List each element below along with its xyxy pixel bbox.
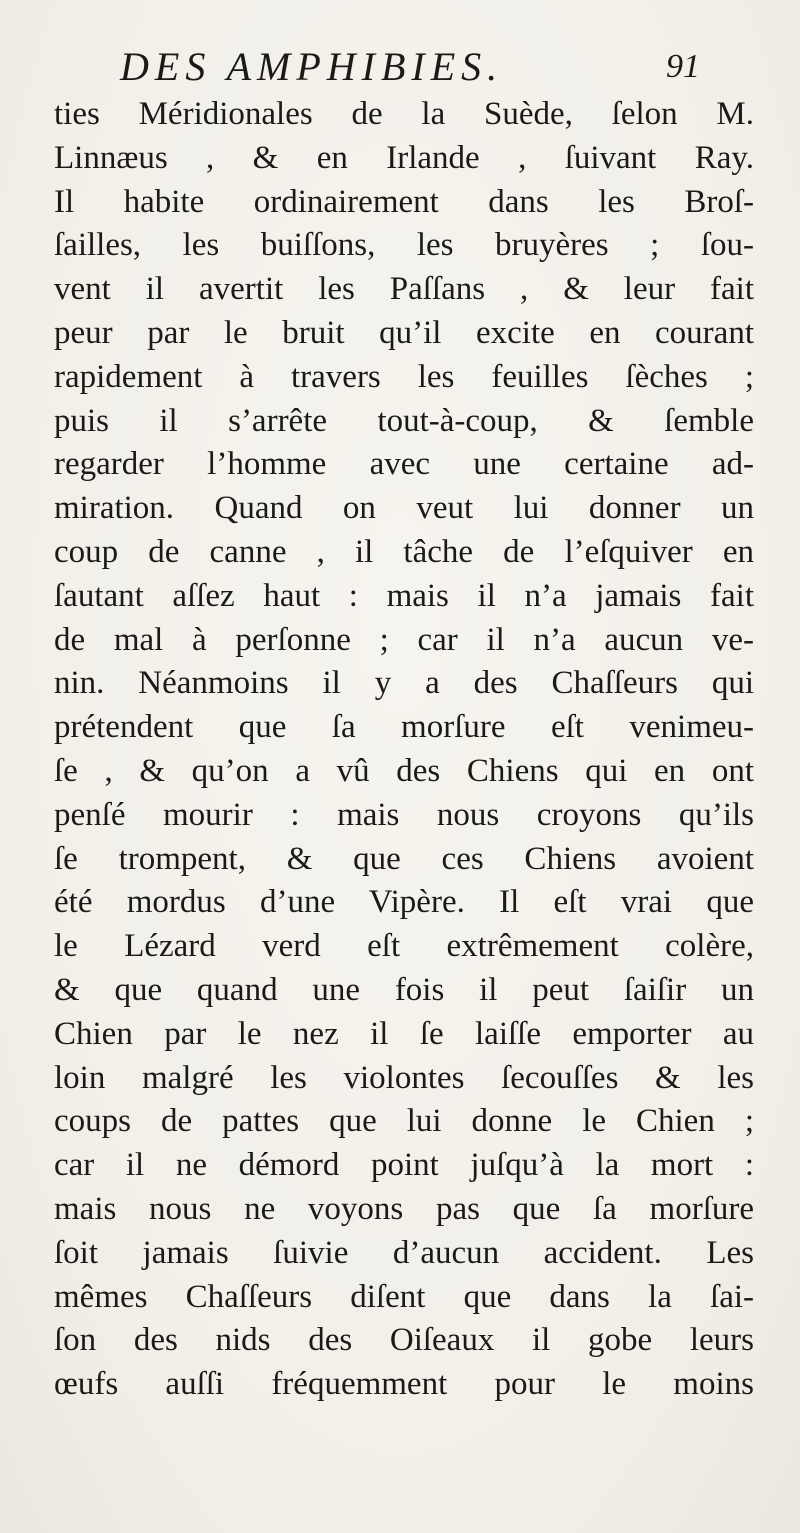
text-line: vent il avertit les Paſſans , & leur fait: [54, 271, 754, 308]
page-number: 91: [666, 48, 700, 85]
text-line: penſé mourir : mais nous croyons qu’ils: [54, 796, 754, 833]
text-line: ſon des nids des Oiſeaux il gobe leurs: [54, 1322, 754, 1359]
text-line: œufs auſſi fréquemment pour le moins: [54, 1366, 754, 1403]
text-line: ties Méridionales de la Suède, ſelon M.: [54, 96, 754, 132]
text-line: Chien par le nez il ſe laiſſe emporter au: [54, 1015, 754, 1052]
text-line: Linnæus , & en Irlande , ſuivant Ray.: [54, 139, 754, 176]
text-line: ſe , & qu’on a vû des Chiens qui en ont: [54, 752, 754, 789]
text-line: mêmes Chaſſeurs diſent que dans la ſai-: [54, 1278, 754, 1315]
text-line: de mal à perſonne ; car il n’a aucun ve-: [54, 621, 754, 658]
text-line: mais nous ne voyons pas que ſa morſure: [54, 1190, 754, 1227]
text-line: loin malgré les violontes ſecouſſes & les: [54, 1059, 754, 1096]
text-line: & que quand une fois il peut ſaiſir un: [54, 971, 754, 1008]
text-line: coup de canne , il tâche de l’eſquiver en: [54, 533, 754, 570]
text-line: Il habite ordinairement dans les Broſ-: [54, 183, 754, 220]
text-line: ſailles, les buiſſons, les bruyères ; ſou-: [54, 227, 754, 264]
text-line: été mordus d’une Vipère. Il eſt vrai que: [54, 884, 754, 921]
running-head: [120, 42, 700, 92]
text-line: ſe trompent, & que ces Chiens avoient: [54, 840, 754, 877]
text-line: miration. Quand on veut lui donner un: [54, 490, 754, 527]
text-line: rapidement à travers les feuilles ſèches ;: [54, 358, 754, 395]
text-line: car il ne démord point juſqu’à la mort :: [54, 1147, 754, 1184]
text-line: le Lézard verd eſt extrêmement colère,: [54, 928, 754, 965]
text-line: peur par le bruit qu’il excite en courant: [54, 314, 754, 351]
text-line: regarder l’homme avec une certaine ad-: [54, 446, 754, 483]
text-line: coups de pattes que lui donne le Chien ;: [54, 1103, 754, 1140]
text-line: puis il s’arrête tout-à-coup, & ſemble: [54, 402, 754, 439]
text-line: nin. Néanmoins il y a des Chaſſeurs qui: [54, 665, 754, 702]
running-title: DES AMPHIBIES.: [120, 44, 504, 89]
text-line: ſautant aſſez haut : mais il n’a jamais fait: [54, 577, 754, 614]
body-text: [54, 93, 754, 1407]
text-line: ſoit jamais ſuivie d’aucun accident. Les: [54, 1234, 754, 1271]
text-line: prétendent que ſa morſure eſt venimeu-: [54, 709, 754, 746]
